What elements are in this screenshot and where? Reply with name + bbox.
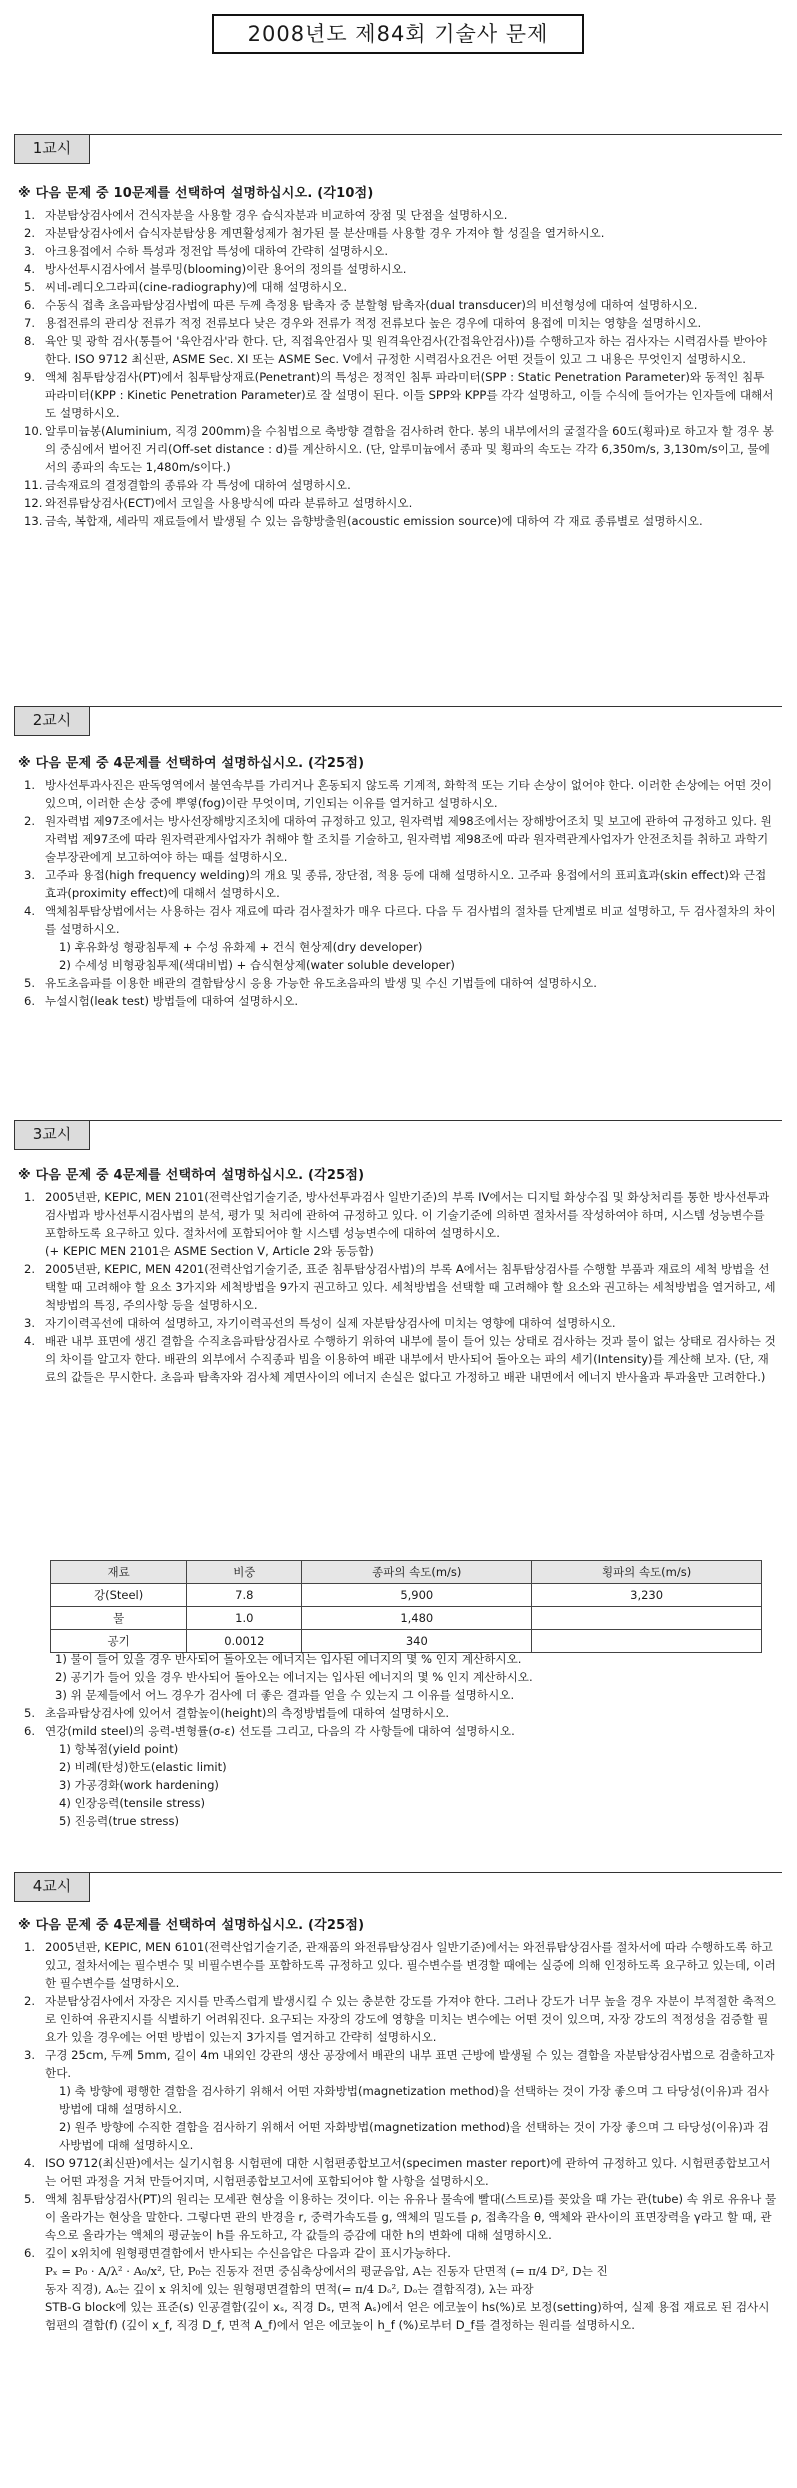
session-instruction: ※ 다음 문제 중 4문제를 선택하여 설명하십시오. (각25점) [18,1918,365,1933]
session-divider [14,1120,782,1121]
table-cell: 1.0 [187,1607,302,1630]
session-instruction: ※ 다음 문제 중 4문제를 선택하여 설명하십시오. (각25점) [18,756,365,771]
question-item: 5. 유도초음파를 이용한 배관의 결함탐상시 응용 가능한 유도초음파의 발생 및 수신 기법들에 대하여 설명하시오. [24,976,597,990]
question-item: 2. 2005년판, KEPIC, MEN 4201(전력산업기술기준, 표준 침투탐상검사법)의 부록 A에서는 침투탐상검사를 수행할 부품과 재료의 세척 방법을 선택할 때 고려해야 할 요소 3가지와 세척방법을 9가지 권고하고 있다. 세척방법을 선택할 때 고려해야 할 요소와 권고하는 세척방법을 열거하고, 세척방법의 특징, 주의사항 등을 설명하시오. [24,1262,776,1312]
session-label-2: 2교시 [14,706,90,736]
table-header: 비중 [187,1561,302,1584]
question-list [0,1188,797,1386]
table-cell: 물 [51,1607,187,1630]
question-item: 5. 씨네-레디오그라피(cine-radiography)에 대해 설명하시오. [24,280,348,294]
table-row [51,1607,762,1630]
table-cell: 공기 [51,1630,187,1653]
sub-item: 1) 축 방향에 평행한 결함을 검사하기 위해서 어떤 자화방법(magnetization method)을 선택하는 것이 가장 좋으며 그 타당성(이유)과 검사방법에 대해 설명하시오. [59,2084,769,2116]
table-cell: 3,230 [532,1584,762,1607]
question-item: 6. 연강(mild steel)의 응력-변형률(σ-ε) 선도를 그리고, 다음의 각 사항들에 대하여 설명하시오. 1) 항복점(yield point) 2) 비례(탄성)한도(elastic limit) 3) 가공경화(work hardening) 4) 인장응력(tensile stress) 5) 진응력(true stress) [0,1722,797,1830]
session-divider [14,706,782,707]
note: (+ KEPIC MEN 2101은 ASME Section V, Article 2와 동등함) [45,1244,374,1258]
table-cell: 0.0012 [187,1630,302,1653]
sub-item: 5) 진응력(true stress) [59,1814,180,1828]
question-item: 12. 와전류탐상검사(ECT)에서 코일을 사용방식에 따라 분류하고 설명하시오. [24,496,413,510]
question-item: 10. 알루미늄봉(Aluminium, 직경 200mm)을 수침법으로 축방향 결함을 검사하려 한다. 봉의 내부에서의 굴절각을 60도(횡파)로 하고자 할 경우 봉의 중심에서 벌어진 거리(Off-set distance : d)를 계산하시오. (단, 알루미늄에서 종파 및 횡파의 속도는 각각 6,350m/s, 3,130m/s이고, 물에서의 종파의 속도는 1,480m/s이다.) [24,424,774,474]
question-item: 6. 깊이 x위치에 원형평면결함에서 반사되는 수신음압은 다음과 같이 표시가능하다. Pₓ = P₀ · A/λ² · A₀/x², 단, P₀는 진동자 전면 중심축상에서의 평균음압, A는 진동자 단면적 (= π/4 D², D는 진 동자 직경), Aₒ는 깊이 x 위치에 있는 원형평면결함의 면적(= π/4 Dₒ², Dₒ는 결함직경), λ는 파장 STB-G block에 있는 표준(s) 인공결함(깊이 xₛ, 직경 Dₛ, 면적 Aₛ)에서 얻은 에코높이 hs(%)로 보정(setting)하여, 실제 용접 재료로 된 검사시험편의 결함(f) (깊이 x_f, 직경 D_f, 면적 A_f)에서 얻은 에코높이 h_f (%)로부터 D_f를 결정하는 원리를 설명하시오. [0,2244,797,2334]
question-item: 5. 초음파탐상검사에 있어서 결함높이(height)의 측정방법들에 대하여 설명하시오. [24,1706,450,1720]
question-item: 13. 금속, 복합재, 세라믹 재료들에서 발생될 수 있는 음향방출원(acoustic emission source)에 대하여 각 재료 종류별로 설명하시오. [24,514,703,528]
question-item: 1. 방사선투과사진은 판독영역에서 불연속부를 가리거나 혼동되지 않도록 기계적, 화학적 또는 기타 손상이 없어야 한다. 이러한 손상에는 어떤 것이 있으며, 이러한 손상 중에 뿌옇(fog)이란 무엇이며, 기인되는 이유를 열거하고 설명하시오. [24,778,773,810]
session-divider [14,134,782,135]
table-header: 종파의 속도(m/s) [302,1561,532,1584]
sub-item: 2) 공기가 들어 있을 경우 반사되어 돌아오는 에너지는 입사된 에너지의 몇 % 인지 계산하시오. [55,1670,533,1684]
question-item: 3. 아크용접에서 수하 특성과 정전압 특성에 대하여 간략히 설명하시오. [24,244,389,258]
question-item: 6. 수동식 접촉 초음파탐상검사법에 따른 두께 측정용 탐촉자 중 분할형 탐촉자(dual transducer)의 비선형성에 대하여 설명하시오. [24,298,698,312]
table-header-row [51,1561,762,1584]
question-item: 4. 액체침투탐상법에서는 사용하는 검사 재료에 따라 검사절차가 매우 다르다. 다음 두 검사법의 절차를 단계별로 비교 설명하고, 두 검사절차의 차이를 설명하시오. 1) 후유화성 형광침투제 + 수성 유화제 + 건식 현상제(dry developer) 2) 수세성 비형광침투제(색대비법) + 습식현상제(water soluble developer) [24,904,776,972]
question-item: 2. 자분탐상검사에서 자장은 지시를 만족스럽게 발생시킬 수 있는 충분한 강도를 가져야 한다. 그러나 강도가 너무 높을 경우 자분이 부적절한 축적으로 인하여 유관지시를 식별하기 어려워진다. 요구되는 자장의 강도에 영향을 미치는 변수에는 어떤 것이 있으며, 자장 강도의 적정성을 검증할 필요가 있을 경우에는 어떤 방법이 있는지 3가지를 열거하고 간략히 설명하시오. [24,1994,776,2044]
question-continuation: STB-G block에 있는 표준(s) 인공결함(깊이 xₛ, 직경 Dₛ, 면적 Aₛ)에서 얻은 에코높이 hs(%)로 보정(setting)하여, 실제 용접 재료로 된 검사시험편의 결함(f) (깊이 x_f, 직경 D_f, 면적 A_f)에서 얻은 에코높이 h_f (%)로부터 D_f를 결정하는 원리를 설명하시오. [45,2300,770,2332]
question-item: 3. 고주파 용접(high frequency welding)의 개요 및 종류, 장단점, 적용 등에 대해 설명하시오. 고주파 용접에서의 표피효과(skin effect)와 근접효과(proximity effect)에 대해서 설명하시오. [24,868,767,900]
question-item: 3. 구경 25cm, 두께 5mm, 길이 4m 내외인 강관의 생산 공장에서 배관의 내부 표면 근방에 발생될 수 있는 결함을 자분탐상검사법으로 검출하고자 한다. 1) 축 방향에 평행한 결함을 검사하기 위해서 어떤 자화방법(magnetization method)을 선택하는 것이 가장 좋으며 그 타당성(이유)과 검사방법에 대해 설명하시오. 2) 원주 방향에 수직한 결함을 검사하기 위해서 어떤 자화방법(magnetization method)을 선택하는 것이 가장 좋으며 그 타당성(이유)과 검사방법에 대해 설명하시오. [0,2046,797,2154]
question-item: 1. 자분탐상검사에서 건식자분을 사용할 경우 습식자분과 비교하여 장점 및 단점을 설명하시오. [24,208,508,222]
question-item: 11. 금속재료의 결정결함의 종류와 각 특성에 대하여 설명하시오. [24,478,351,492]
sub-list [0,1650,797,1704]
question-item: 3. 자기이력곡선에 대하여 설명하고, 자기이력곡선의 특성이 실제 자분탐상검사에 미치는 영향에 대하여 설명하시오. [24,1316,616,1330]
sub-item: 3) 가공경화(work hardening) [59,1778,219,1792]
question-list [0,776,797,1010]
sub-item: 2) 비례(탄성)한도(elastic limit) [59,1760,227,1774]
table-cell: 강(Steel) [51,1584,187,1607]
question-list [0,1938,797,2334]
table-cell: 7.8 [187,1584,302,1607]
question-list-continued [0,1650,797,1830]
question-item: 4. 방사선투시검사에서 블루밍(blooming)이란 용어의 정의를 설명하시오. [24,262,407,276]
sub-item: 1) 후유화성 형광침투제 + 수성 유화제 + 건식 현상제(dry developer) [59,940,423,954]
sub-item: 2) 수세성 비형광침투제(색대비법) + 습식현상제(water soluble developer) [59,958,455,972]
question-item: 5. 액체 침투탐상검사(PT)의 원리는 모세관 현상을 이용하는 것이다. 이는 유유나 물속에 빨대(스트로)를 꽂았을 때 가는 관(tube) 속 위로 유유나 물이 올라가는 현상을 말한다. 그렇다면 관의 반경을 r, 중력가속도를 g, 액체의 밀도를 ρ, 접촉각을 θ, 액체와 관사이의 표면장력을 γ라고 할 때, 관 속으로 올라가는 액체의 평균높이 h를 유도하고, 각 값들의 증감에 대한 h의 변화에 대해 설명하시오. [24,2192,777,2242]
formula-line: 동자 직경), Aₒ는 깊이 x 위치에 있는 원형평면결함의 면적(= π/4 Dₒ², Dₒ는 결함직경), λ는 파장 [45,2282,534,2296]
question-item: 7. 용접전류의 관리상 전류가 적정 전류보다 낮은 경우와 전류가 적정 전류보다 높은 경우에 대하여 용접에 미치는 영향을 설명하시오. [24,316,702,330]
session-instruction: ※ 다음 문제 중 4문제를 선택하여 설명하십시오. (각25점) [18,1168,365,1183]
table-cell: 5,900 [302,1584,532,1607]
sub-item: 1) 물이 들어 있을 경우 반사되어 돌아오는 에너지는 입사된 에너지의 몇 % 인지 계산하시오. [55,1652,522,1666]
question-item: 8. 육안 및 광학 검사(통틀어 '육안검사'라 한다. 단, 직접육안검사 및 원격육안검사(간접육안검사))를 수행하고자 하는 검사자는 시력검사를 받아야 한다. ISO 9712 최신판, ASME Sec. XI 또는 ASME Sec. V에서 규정한 시력검사요건은 어떤 것들이 있고 그 내용은 무엇인지 설명하시오. [24,334,767,366]
table-cell [532,1607,762,1630]
page-title: 2008년도 제84회 기술사 문제 [212,14,584,54]
sub-item: 2) 원주 방향에 수직한 결함을 검사하기 위해서 어떤 자화방법(magnetization method)을 선택하는 것이 가장 좋으며 그 타당성(이유)과 검사방법에 대해 설명하시오. [59,2120,769,2152]
session-divider [14,1872,782,1873]
sub-item: 4) 인장응력(tensile stress) [59,1796,206,1810]
question-item: 1. 2005년판, KEPIC, MEN 6101(전력산업기술기준, 관재품의 와전류탐상검사 일반기준)에서는 와전류탐상검사를 절차서에 따라 수행하도록 하고 있고, 절차서에는 필수변수 및 비필수변수를 포함하도록 규정하고 있다. 필수변수를 변경할 때에는 실증에 의해 인정하도록 요구하고 있는데, 이러한 필수변수를 설명하시오. [24,1940,776,1990]
formula-line: Pₓ = P₀ · A/λ² · A₀/x², 단, P₀는 진동자 전면 중심축상에서의 평균음압, A는 진동자 단면적 (= π/4 D², D는 진 [45,2264,608,2278]
question-item: 4. ISO 9712(최신판)에서는 실기시험용 시험편에 대한 시험편종합보고서(specimen master report)에 관하여 규정하고 있다. 시험편종합보고서는 어떤 과정을 거쳐 만들어지며, 시험편종합보고서에 포함되어야 할 사항을 설명하시오. [24,2156,771,2188]
question-item: 2. 자분탐상검사에서 습식자분탐상용 계면활성제가 첨가된 물 분산매를 사용할 경우 가져야 할 성질을 열거하시오. [24,226,605,240]
question-item: 2. 원자력법 제97조에서는 방사선장해방지조치에 대하여 규정하고 있고, 원자력법 제98조에서는 장해방어조치 및 보고에 관하여 규정하고 있다. 원자력법 제97조에 따라 원자력관계사업자가 취해야 할 조치를 기술하고, 원자력법 제98조에 따라 원자력관계사업자가 안전조치를 취하고 과학기술부장관에게 보고하여야 하는 때를 설명하시오. [24,814,772,864]
session-label-1: 1교시 [14,134,90,164]
table-header: 재료 [51,1561,187,1584]
table-cell: 1,480 [302,1607,532,1630]
sub-item: 3) 위 문제들에서 어느 경우가 검사에 더 좋은 결과를 얻을 수 있는지 그 이유를 설명하시오. [55,1688,515,1702]
table-header: 횡파의 속도(m/s) [532,1561,762,1584]
question-item: 1. 2005년판, KEPIC, MEN 2101(전력산업기술기준, 방사선투과검사 일반기준)의 부록 IV에서는 디지털 화상수집 및 화상처리를 통한 방사선투과검사법과 방사선투시검사법의 분석, 평가 및 처리에 관하여 규정하고 있다. 이 기술기준에 의하면 절차서를 작성하여야 하며, 시스템 성능변수를 포함하도록 요구하고 있다. 절차서에 포함되어야 할 시스템 성능변수에 대하여 설명하시오. (+ KEPIC MEN 2101은 ASME Section V, Article 2와 동등함) [0,1188,797,1260]
material-table [50,1560,762,1653]
table-row [51,1584,762,1607]
table-cell: 340 [302,1630,532,1653]
question-item: 6. 누설시험(leak test) 방법들에 대하여 설명하시오. [24,994,299,1008]
question-list [0,206,797,530]
question-item: 9. 액체 침투탐상검사(PT)에서 침투탐상재료(Penetrant)의 특성은 정적인 침투 파라미터(SPP : Static Penetration Parameter)와 동적인 침투 파라미터(KPP : Kinetic Penetration Parameter)로 잘 설명이 된다. 이들 SPP와 KPP를 각각 설명하고, 이들 수식에 들어가는 인자들에 대해서도 설명하시오. [24,370,774,420]
sub-item: 1) 항복점(yield point) [59,1742,179,1756]
session-label-3: 3교시 [14,1120,90,1150]
session-label-4: 4교시 [14,1872,90,1902]
question-item: 4. 배관 내부 표면에 생긴 결함을 수직초음파탐상검사로 수행하기 위하여 내부에 물이 들어 있는 상태로 검사하는 것과 물이 없는 상태로 검사하는 것의 차이를 알고자 한다. 배관의 외부에서 수직종파 빔을 이용하여 배관 내부에서 반사되어 돌아오는 파의 세기(Intensity)를 계산해 보자. (단, 재료의 값들은 무시한다. 초음파 탐촉자와 검사체 계면사이의 에너지 손실은 없다고 가정하고 배관 내면에서 에너지 반사율과 투과율만 고려한다.) [24,1334,776,1384]
session-instruction: ※ 다음 문제 중 10문제를 선택하여 설명하십시오. (각10점) [18,186,374,201]
